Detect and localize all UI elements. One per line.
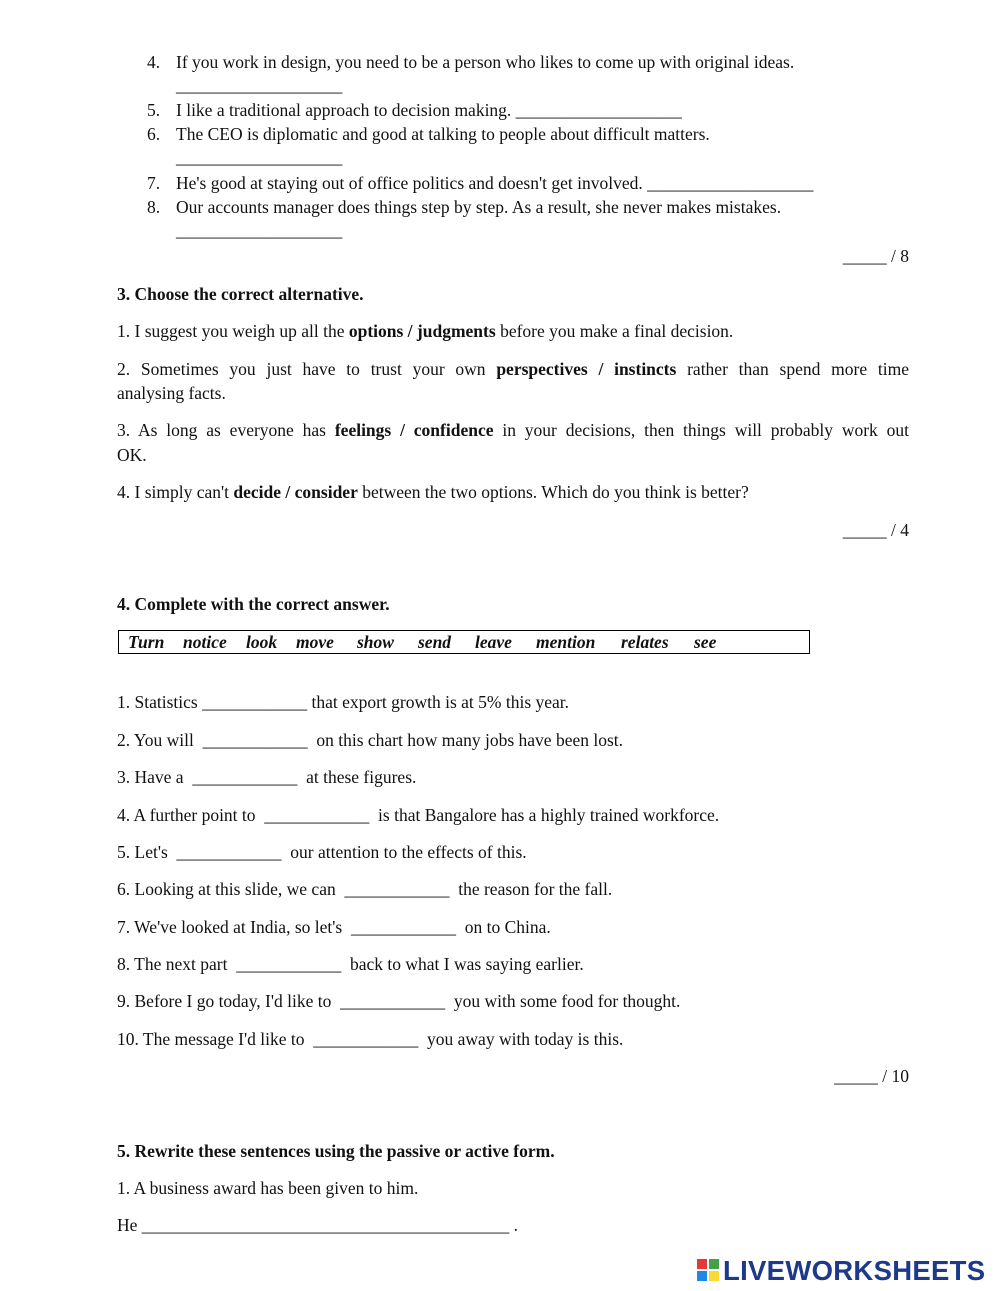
fill-item: 2. You will ____________ on this chart how many jobs have been lost. [117, 730, 624, 750]
word-bank-item: see [694, 632, 717, 652]
choice-options[interactable]: feelings / confidence [334, 420, 494, 440]
item-number: 5. [147, 100, 161, 120]
logo-square-icon [709, 1271, 719, 1281]
choice-item: 2. Sometimes you just have to trust your own perspectives / instincts rather than spend more time [117, 359, 909, 379]
answer-blank[interactable]: ____________ [264, 805, 370, 825]
answer-blank[interactable]: ____________ [202, 730, 308, 750]
choice-options[interactable]: options / judgments [348, 321, 496, 341]
liveworksheets-logo [697, 1256, 993, 1284]
item-text[interactable]: I like a traditional approach to decision making. ___________________ [176, 100, 682, 120]
fill-item: 6. Looking at this slide, we can ____________ the reason for the fall. [117, 879, 613, 899]
logo-square-icon [709, 1259, 719, 1269]
answer-blank[interactable]: ___________________ [176, 75, 343, 95]
choice-options[interactable]: perspectives / instincts [496, 359, 677, 379]
fill-item: 8. The next part ____________ back to what I was saying earlier. [117, 954, 584, 974]
fill-item: 7. We've looked at India, so let's ____________ on to China. [117, 917, 551, 937]
rewrite-item: 1. A business award has been given to him. [117, 1178, 419, 1198]
item-number: 8. [147, 197, 161, 217]
fill-item: 4. A further point to ____________ is that Bangalore has a highly trained workforce. [117, 805, 720, 825]
fill-item: 3. Have a ____________ at these figures. [117, 767, 417, 787]
answer-blank[interactable]: ____________ [340, 991, 446, 1011]
logo-text: LIVEWORKSHEETS [723, 1255, 986, 1286]
word-bank-item: Turn [128, 632, 165, 652]
choice-options[interactable]: decide / consider [233, 482, 358, 502]
choice-item-continued: analysing facts. [117, 383, 226, 403]
answer-blank[interactable]: ____________ [192, 767, 298, 787]
answer-blank[interactable]: ____________ [202, 692, 308, 712]
word-bank [118, 630, 810, 654]
choice-item: 4. I simply can't decide / consider between the two options. Which do you think is better? [117, 482, 749, 502]
logo-grid-icon [697, 1259, 719, 1281]
section-title: 4. Complete with the correct answer. [117, 594, 390, 614]
answer-blank[interactable]: ___________________ [176, 220, 343, 240]
choice-item: 1. I suggest you weigh up all the options / judgments before you make a final decision. [117, 321, 734, 341]
item-text[interactable]: He's good at staying out of office politics and doesn't get involved. ___________________ [176, 173, 814, 193]
answer-blank[interactable]: ____________ [350, 917, 456, 937]
answer-blank[interactable]: ___________________ [176, 147, 343, 167]
answer-line[interactable]: He __________________________________________ . [117, 1215, 519, 1235]
section-title: 5. Rewrite these sentences using the passive or active form. [117, 1141, 555, 1161]
fill-item: 1. Statistics ____________ that export growth is at 5% this year. [117, 692, 570, 712]
answer-blank[interactable]: ____________ [313, 1029, 419, 1049]
answer-blank[interactable]: ____________ [344, 879, 450, 899]
word-bank-item: mention [536, 632, 596, 652]
fill-item: 5. Let's ____________ our attention to the effects of this. [117, 842, 527, 862]
logo-square-icon [697, 1271, 707, 1281]
item-text: The CEO is diplomatic and good at talking to people about difficult matters. [176, 124, 710, 144]
word-bank-item: notice [183, 632, 227, 652]
item-number: 7. [147, 173, 161, 193]
fill-item: 9. Before I go today, I'd like to ____________ you with some food for thought. [117, 991, 681, 1011]
choice-item-continued: OK. [117, 445, 147, 465]
choice-item: 3. As long as everyone has feelings / confidence in your decisions, then things will probably work out [117, 420, 909, 440]
word-bank-item: leave [475, 632, 512, 652]
score: _____ / 4 [842, 520, 909, 540]
word-bank-item: show [357, 632, 394, 652]
item-number: 4. [147, 52, 161, 72]
answer-blank[interactable]: ____________ [176, 842, 282, 862]
score: _____ / 10 [834, 1066, 909, 1086]
item-text: If you work in design, you need to be a person who likes to come up with original ideas. [176, 52, 795, 72]
word-bank-item: look [246, 632, 278, 652]
answer-blank[interactable]: ____________ [236, 954, 342, 974]
item-number: 6. [147, 124, 161, 144]
fill-item: 10. The message I'd like to ____________ you away with today is this. [117, 1029, 624, 1049]
word-bank-item: relates [621, 632, 669, 652]
score: _____ / 8 [842, 246, 909, 266]
word-bank-item: send [418, 632, 452, 652]
item-text: Our accounts manager does things step by step. As a result, she never makes mistakes. [176, 197, 782, 217]
word-bank-item: move [296, 632, 334, 652]
logo-square-icon [697, 1259, 707, 1269]
section-title: 3. Choose the correct alternative. [117, 284, 364, 304]
